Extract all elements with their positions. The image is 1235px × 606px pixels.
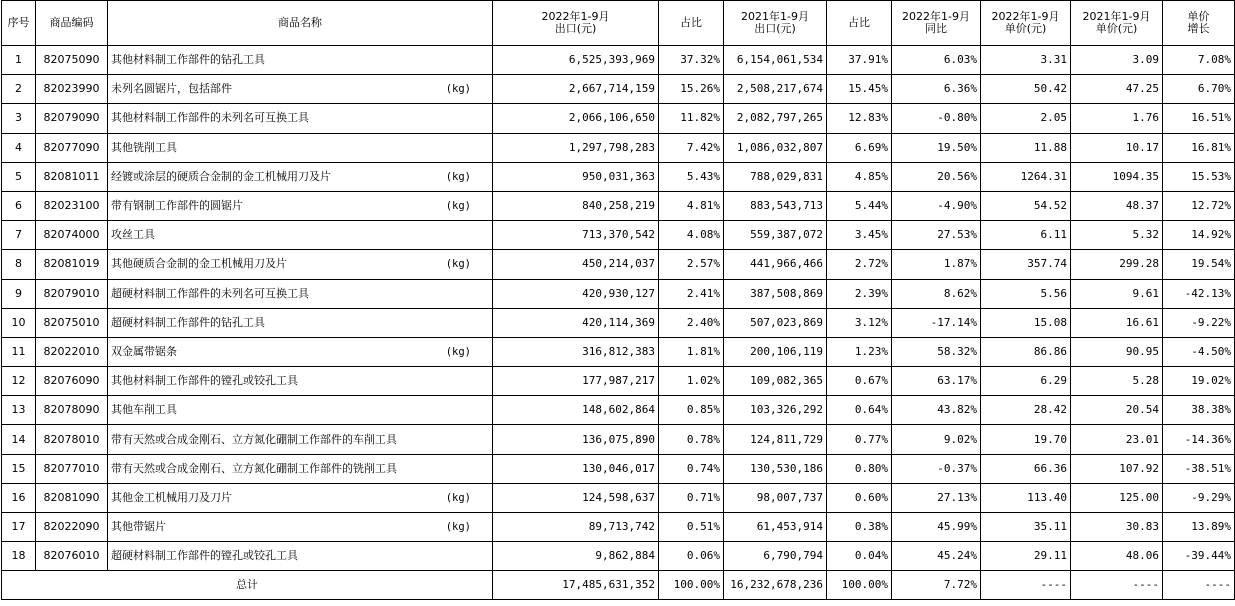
cell-price-2021: 1.76 [1071, 104, 1163, 133]
cell-export-2022: 840,258,219 [493, 191, 659, 220]
cell-price-2021: 107.92 [1071, 454, 1163, 483]
total-share-2022: 100.00% [659, 571, 724, 600]
header-seq: 序号 [2, 1, 36, 46]
cell-price-2021: 30.83 [1071, 513, 1163, 542]
table-row [2, 542, 1235, 571]
cell-export-2022: 136,075,890 [493, 425, 659, 454]
cell-share-2021: 4.85% [827, 162, 892, 191]
cell-share-2022: 2.40% [659, 308, 724, 337]
product-name: 其他材料制工作部件的未列名可互换工具 [111, 111, 309, 125]
table-row [2, 308, 1235, 337]
cell-seq: 18 [2, 542, 36, 571]
cell-price-growth: -42.13% [1163, 279, 1235, 308]
cell-yoy: 27.13% [892, 483, 981, 512]
cell-seq: 11 [2, 337, 36, 366]
cell-share-2022: 0.78% [659, 425, 724, 454]
cell-price-growth: 16.81% [1163, 133, 1235, 162]
cell-name [108, 250, 493, 279]
cell-code: 82077010 [36, 454, 108, 483]
cell-export-2022: 420,930,127 [493, 279, 659, 308]
cell-price-2022: 86.86 [981, 337, 1071, 366]
header-export-2022 [493, 1, 659, 46]
table-row [2, 191, 1235, 220]
cell-share-2022: 2.41% [659, 279, 724, 308]
cell-export-2022: 950,031,363 [493, 162, 659, 191]
cell-share-2022: 4.08% [659, 221, 724, 250]
cell-price-2022: 15.08 [981, 308, 1071, 337]
cell-yoy: 9.02% [892, 425, 981, 454]
cell-share-2021: 0.60% [827, 483, 892, 512]
cell-yoy: 6.36% [892, 75, 981, 104]
product-unit: (kg) [445, 521, 471, 534]
cell-seq: 5 [2, 162, 36, 191]
table-row [2, 454, 1235, 483]
cell-yoy: 58.32% [892, 337, 981, 366]
cell-export-2021: 788,029,831 [724, 162, 827, 191]
cell-share-2022: 11.82% [659, 104, 724, 133]
cell-price-2022: 3.31 [981, 46, 1071, 75]
cell-yoy: 27.53% [892, 221, 981, 250]
cell-export-2022: 713,370,542 [493, 221, 659, 250]
cell-price-2022: 6.29 [981, 367, 1071, 396]
total-export-2021: 16,232,678,236 [724, 571, 827, 600]
cell-price-growth: 15.53% [1163, 162, 1235, 191]
cell-export-2022: 148,602,864 [493, 396, 659, 425]
cell-price-2021: 48.06 [1071, 542, 1163, 571]
cell-export-2021: 98,007,737 [724, 483, 827, 512]
cell-code: 82076090 [36, 367, 108, 396]
cell-price-growth: -39.44% [1163, 542, 1235, 571]
cell-price-2021: 299.28 [1071, 250, 1163, 279]
cell-share-2021: 0.80% [827, 454, 892, 483]
cell-share-2022: 0.51% [659, 513, 724, 542]
cell-share-2022: 5.43% [659, 162, 724, 191]
cell-name [108, 279, 493, 308]
cell-price-2022: 357.74 [981, 250, 1071, 279]
header-price-growth [1163, 1, 1235, 46]
cell-price-growth: 19.02% [1163, 367, 1235, 396]
cell-share-2022: 2.57% [659, 250, 724, 279]
cell-share-2021: 1.23% [827, 337, 892, 366]
header-yoy-line2: 同比 [925, 22, 947, 35]
cell-seq: 14 [2, 425, 36, 454]
product-name: 经镀或涂层的硬质合金制的金工机械用刀及片 [111, 169, 331, 183]
cell-seq: 13 [2, 396, 36, 425]
cell-price-2022: 29.11 [981, 542, 1071, 571]
table-row [2, 483, 1235, 512]
product-unit: (kg) [445, 83, 471, 96]
cell-export-2022: 2,066,106,650 [493, 104, 659, 133]
cell-export-2022: 316,812,383 [493, 337, 659, 366]
product-name: 带有天然或合成金刚石、立方氮化硼制工作部件的铣削工具 [111, 461, 397, 475]
cell-code: 82079090 [36, 104, 108, 133]
cell-price-2022: 11.88 [981, 133, 1071, 162]
header-yoy-line1: 2022年1-9月 [902, 10, 970, 23]
cell-share-2022: 1.81% [659, 337, 724, 366]
cell-export-2022: 130,046,017 [493, 454, 659, 483]
table-row [2, 221, 1235, 250]
header-price-growth-line1: 单价 [1187, 10, 1210, 23]
cell-share-2022: 0.06% [659, 542, 724, 571]
cell-seq: 4 [2, 133, 36, 162]
product-name: 超硬材料制工作部件的未列名可互换工具 [111, 286, 309, 300]
header-export-2021 [724, 1, 827, 46]
cell-export-2022: 9,862,884 [493, 542, 659, 571]
table-row [2, 104, 1235, 133]
cell-price-2021: 3.09 [1071, 46, 1163, 75]
cell-share-2022: 4.81% [659, 191, 724, 220]
total-label: 总计 [2, 571, 493, 600]
table-row [2, 75, 1235, 104]
cell-price-growth: -4.50% [1163, 337, 1235, 366]
export-data-table [1, 0, 1235, 600]
cell-name [108, 483, 493, 512]
cell-price-2021: 20.54 [1071, 396, 1163, 425]
product-name: 其他材料制工作部件的钻孔工具 [111, 53, 265, 67]
cell-seq: 7 [2, 221, 36, 250]
cell-share-2021: 0.04% [827, 542, 892, 571]
cell-code: 82023990 [36, 75, 108, 104]
cell-share-2022: 0.85% [659, 396, 724, 425]
cell-seq: 3 [2, 104, 36, 133]
cell-yoy: 6.03% [892, 46, 981, 75]
header-share-2022: 占比 [659, 1, 724, 46]
cell-seq: 8 [2, 250, 36, 279]
cell-name [108, 191, 493, 220]
cell-code: 82079010 [36, 279, 108, 308]
product-name: 其他金工机械用刀及刀片 [111, 490, 232, 504]
product-name: 其他材料制工作部件的镗孔或铰孔工具 [111, 374, 298, 388]
total-price-2022: ---- [981, 571, 1071, 600]
cell-price-growth: 38.38% [1163, 396, 1235, 425]
table-header-row [2, 1, 1235, 46]
cell-code: 82075090 [36, 46, 108, 75]
total-price-growth: ---- [1163, 571, 1235, 600]
cell-price-2021: 1094.35 [1071, 162, 1163, 191]
cell-name [108, 162, 493, 191]
cell-export-2022: 2,667,714,159 [493, 75, 659, 104]
cell-price-2022: 66.36 [981, 454, 1071, 483]
cell-export-2022: 1,297,798,283 [493, 133, 659, 162]
cell-name [108, 308, 493, 337]
cell-export-2021: 6,154,061,534 [724, 46, 827, 75]
cell-share-2021: 0.64% [827, 396, 892, 425]
table-row [2, 46, 1235, 75]
header-export-2021-line1: 2021年1-9月 [741, 10, 809, 23]
cell-price-2022: 1264.31 [981, 162, 1071, 191]
cell-price-2021: 9.61 [1071, 279, 1163, 308]
table-row [2, 367, 1235, 396]
cell-price-growth: 19.54% [1163, 250, 1235, 279]
cell-share-2022: 7.42% [659, 133, 724, 162]
cell-seq: 12 [2, 367, 36, 396]
cell-name [108, 133, 493, 162]
cell-export-2022: 177,987,217 [493, 367, 659, 396]
header-price-2021-line2: 单价(元) [1095, 22, 1138, 35]
cell-seq: 2 [2, 75, 36, 104]
header-name: 商品名称 [108, 1, 493, 46]
cell-seq: 10 [2, 308, 36, 337]
cell-yoy: 1.87% [892, 250, 981, 279]
cell-price-2021: 16.61 [1071, 308, 1163, 337]
product-unit: (kg) [445, 170, 471, 183]
cell-export-2022: 450,214,037 [493, 250, 659, 279]
header-price-2022-line2: 单价(元) [1004, 22, 1047, 35]
header-export-2022-line2: 出口(元) [554, 22, 597, 35]
cell-export-2021: 61,453,914 [724, 513, 827, 542]
table-row [2, 337, 1235, 366]
cell-price-2021: 10.17 [1071, 133, 1163, 162]
cell-code: 82022090 [36, 513, 108, 542]
product-name: 其他带锯片 [111, 520, 166, 534]
cell-name [108, 425, 493, 454]
cell-export-2021: 130,530,186 [724, 454, 827, 483]
cell-yoy: 43.82% [892, 396, 981, 425]
cell-price-growth: -38.51% [1163, 454, 1235, 483]
cell-seq: 15 [2, 454, 36, 483]
cell-export-2021: 2,082,797,265 [724, 104, 827, 133]
cell-export-2021: 507,023,869 [724, 308, 827, 337]
cell-share-2021: 0.67% [827, 367, 892, 396]
cell-price-growth: -14.36% [1163, 425, 1235, 454]
product-name: 攻丝工具 [111, 228, 155, 242]
table-row [2, 425, 1235, 454]
cell-code: 82023100 [36, 191, 108, 220]
cell-share-2022: 37.32% [659, 46, 724, 75]
product-name: 双金属带锯条 [111, 344, 177, 358]
total-yoy: 7.72% [892, 571, 981, 600]
cell-share-2021: 3.45% [827, 221, 892, 250]
cell-price-growth: 14.92% [1163, 221, 1235, 250]
cell-export-2022: 89,713,742 [493, 513, 659, 542]
cell-seq: 1 [2, 46, 36, 75]
header-export-2022-line1: 2022年1-9月 [541, 10, 610, 23]
header-price-2021-line1: 2021年1-9月 [1082, 10, 1151, 23]
cell-name [108, 46, 493, 75]
cell-code: 82081019 [36, 250, 108, 279]
cell-price-2022: 50.42 [981, 75, 1071, 104]
product-name: 其他车削工具 [111, 403, 177, 417]
header-price-growth-line2: 增长 [1187, 22, 1210, 35]
total-price-2021: ---- [1071, 571, 1163, 600]
cell-export-2021: 441,966,466 [724, 250, 827, 279]
cell-code: 82075010 [36, 308, 108, 337]
cell-name [108, 513, 493, 542]
product-name: 超硬材料制工作部件的钻孔工具 [111, 315, 265, 329]
product-name: 其他硬质合金制的金工机械用刀及片 [111, 257, 287, 271]
cell-share-2022: 0.74% [659, 454, 724, 483]
cell-export-2021: 109,082,365 [724, 367, 827, 396]
cell-seq: 17 [2, 513, 36, 542]
cell-seq: 9 [2, 279, 36, 308]
cell-name [108, 367, 493, 396]
cell-price-2021: 47.25 [1071, 75, 1163, 104]
table-row [2, 250, 1235, 279]
cell-export-2021: 103,326,292 [724, 396, 827, 425]
cell-export-2021: 387,508,869 [724, 279, 827, 308]
cell-share-2022: 1.02% [659, 367, 724, 396]
cell-yoy: 63.17% [892, 367, 981, 396]
cell-code: 82074000 [36, 221, 108, 250]
product-unit: (kg) [445, 258, 471, 271]
cell-name [108, 75, 493, 104]
cell-price-2022: 5.56 [981, 279, 1071, 308]
header-code: 商品编码 [36, 1, 108, 46]
cell-price-growth: -9.22% [1163, 308, 1235, 337]
cell-name [108, 104, 493, 133]
product-name: 超硬材料制工作部件的镗孔或铰孔工具 [111, 549, 298, 563]
product-unit: (kg) [445, 345, 471, 358]
cell-export-2021: 124,811,729 [724, 425, 827, 454]
total-export-2022: 17,485,631,352 [493, 571, 659, 600]
product-name: 带有天然或合成金刚石、立方氮化硼制工作部件的车削工具 [111, 432, 397, 446]
header-price-2022-line1: 2022年1-9月 [991, 10, 1060, 23]
cell-price-growth: 13.89% [1163, 513, 1235, 542]
cell-share-2021: 2.72% [827, 250, 892, 279]
cell-share-2021: 3.12% [827, 308, 892, 337]
header-price-2022 [981, 1, 1071, 46]
cell-code: 82078010 [36, 425, 108, 454]
cell-share-2022: 0.71% [659, 483, 724, 512]
total-row [2, 571, 1235, 600]
cell-price-2022: 19.70 [981, 425, 1071, 454]
cell-name [108, 396, 493, 425]
cell-share-2021: 0.38% [827, 513, 892, 542]
cell-price-2021: 125.00 [1071, 483, 1163, 512]
cell-export-2021: 1,086,032,807 [724, 133, 827, 162]
cell-price-2022: 28.42 [981, 396, 1071, 425]
cell-yoy: 19.50% [892, 133, 981, 162]
cell-price-2022: 2.05 [981, 104, 1071, 133]
cell-code: 82078090 [36, 396, 108, 425]
cell-name [108, 542, 493, 571]
cell-price-2021: 5.28 [1071, 367, 1163, 396]
cell-yoy: -4.90% [892, 191, 981, 220]
cell-price-growth: 6.70% [1163, 75, 1235, 104]
cell-price-growth: 16.51% [1163, 104, 1235, 133]
cell-yoy: 45.24% [892, 542, 981, 571]
cell-export-2021: 883,543,713 [724, 191, 827, 220]
product-unit: (kg) [445, 491, 471, 504]
cell-price-2021: 48.37 [1071, 191, 1163, 220]
header-yoy [892, 1, 981, 46]
cell-code: 82081011 [36, 162, 108, 191]
cell-share-2022: 15.26% [659, 75, 724, 104]
header-export-2021-line2: 出口(元) [754, 22, 796, 35]
cell-share-2021: 37.91% [827, 46, 892, 75]
cell-price-2022: 113.40 [981, 483, 1071, 512]
cell-yoy: 45.99% [892, 513, 981, 542]
cell-export-2021: 559,387,072 [724, 221, 827, 250]
cell-price-2022: 35.11 [981, 513, 1071, 542]
cell-name [108, 337, 493, 366]
header-price-2021 [1071, 1, 1163, 46]
cell-export-2021: 2,508,217,674 [724, 75, 827, 104]
cell-share-2021: 6.69% [827, 133, 892, 162]
cell-export-2022: 420,114,369 [493, 308, 659, 337]
cell-code: 82022010 [36, 337, 108, 366]
cell-share-2021: 2.39% [827, 279, 892, 308]
table-row [2, 279, 1235, 308]
cell-seq: 16 [2, 483, 36, 512]
table-row [2, 396, 1235, 425]
cell-yoy: 8.62% [892, 279, 981, 308]
cell-export-2021: 200,106,119 [724, 337, 827, 366]
cell-code: 82081090 [36, 483, 108, 512]
cell-share-2021: 15.45% [827, 75, 892, 104]
cell-price-2021: 90.95 [1071, 337, 1163, 366]
cell-yoy: -17.14% [892, 308, 981, 337]
product-unit: (kg) [445, 200, 471, 213]
cell-export-2022: 6,525,393,969 [493, 46, 659, 75]
total-share-2021: 100.00% [827, 571, 892, 600]
table-row [2, 133, 1235, 162]
table-row [2, 162, 1235, 191]
cell-seq: 6 [2, 191, 36, 220]
cell-yoy: -0.80% [892, 104, 981, 133]
cell-export-2022: 124,598,637 [493, 483, 659, 512]
cell-price-growth: 12.72% [1163, 191, 1235, 220]
cell-price-2022: 54.52 [981, 191, 1071, 220]
product-name: 未列名圆锯片，包括部件 [111, 82, 232, 96]
product-name: 其他铣削工具 [111, 140, 177, 154]
cell-price-2022: 6.11 [981, 221, 1071, 250]
cell-code: 82076010 [36, 542, 108, 571]
cell-code: 82077090 [36, 133, 108, 162]
product-name: 带有钢制工作部件的圆锯片 [111, 199, 243, 213]
cell-share-2021: 0.77% [827, 425, 892, 454]
cell-price-growth: 7.08% [1163, 46, 1235, 75]
cell-name [108, 454, 493, 483]
cell-price-2021: 5.32 [1071, 221, 1163, 250]
cell-yoy: 20.56% [892, 162, 981, 191]
cell-share-2021: 12.83% [827, 104, 892, 133]
table-body [2, 46, 1235, 571]
cell-name [108, 221, 493, 250]
cell-price-growth: -9.29% [1163, 483, 1235, 512]
header-share-2021: 占比 [827, 1, 892, 46]
cell-yoy: -0.37% [892, 454, 981, 483]
cell-price-2021: 23.01 [1071, 425, 1163, 454]
cell-share-2021: 5.44% [827, 191, 892, 220]
table-row [2, 513, 1235, 542]
cell-export-2021: 6,790,794 [724, 542, 827, 571]
